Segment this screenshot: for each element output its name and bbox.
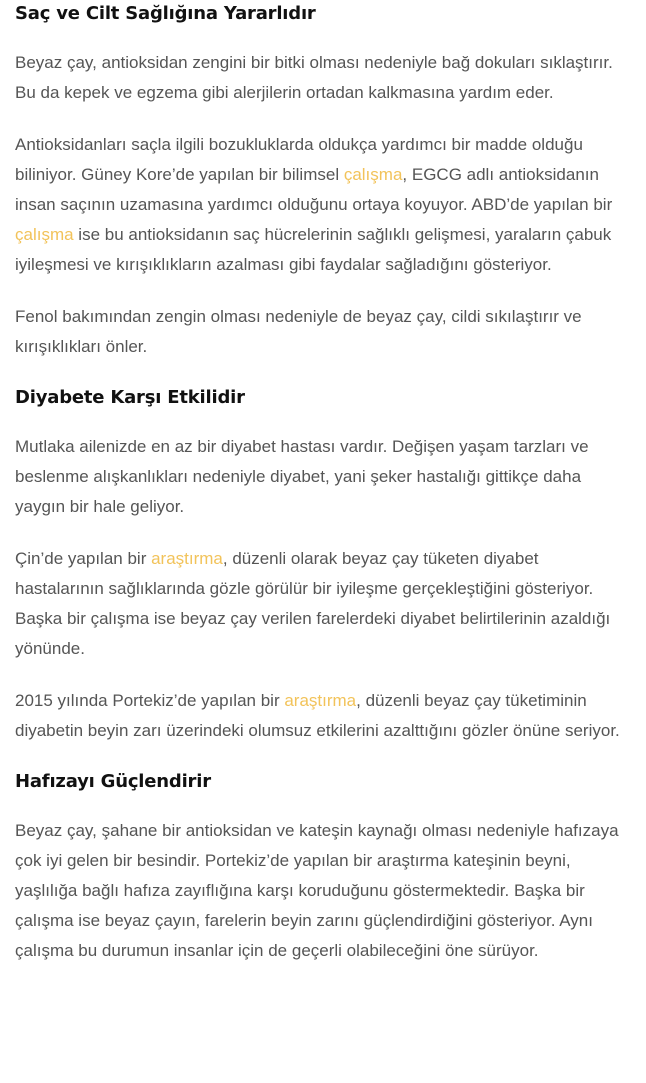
study-link-korea[interactable]: çalışma bbox=[343, 165, 403, 184]
paragraph-text: Çin’de yapılan bir bbox=[15, 549, 152, 568]
section-heading-hair-skin: Saç ve Cilt Sağlığına Yararlıdır bbox=[15, 3, 316, 24]
section-heading-memory: Hafızayı Güçlendirir bbox=[15, 771, 211, 792]
paragraph-text: 2015 yılında Portekiz’de yapılan bir bbox=[15, 691, 285, 710]
paragraph-diabetes-3 bbox=[15, 686, 626, 746]
paragraph-text: , düzenli olarak beyaz çay tüketen diyabet hastalarının sağlıklarında gözle görülür bir iyileşme gerçekleştiğini gösteriyor. Başka bir çalışma ise beyaz çay verilen farelerdeki diyabet belirtilerinin azaldığı yönünde. bbox=[15, 549, 611, 658]
paragraph-text: , EGCG adlı antioksidanın insan saçının uzamasına yardımcı olduğunu ortaya koyuyor. ABD’de yapılan bir bbox=[15, 165, 613, 214]
paragraph-text: Antioksidanları saçla ilgili bozukluklarda oldukça yardımcı bir madde olduğu biliniyor. Güney Kore’de yapılan bir bilimsel bbox=[15, 135, 583, 184]
research-link-portugal[interactable]: araştırma bbox=[284, 691, 357, 710]
research-link-china[interactable]: araştırma bbox=[151, 549, 223, 568]
paragraph-diabetes-1: Mutlaka ailenizde en az bir diyabet hastası vardır. Değişen yaşam tarzları ve beslenme alışkanlıkları nedeniyle diyabet, yani şeker hastalığı gittikçe daha yaygın bir hale geliyor. bbox=[15, 437, 589, 516]
paragraph-diabetes-2 bbox=[15, 544, 626, 664]
paragraph-memory-1: Beyaz çay, şahane bir antioksidan ve kateşin kaynağı olması nedeniyle hafızaya çok iyi gelen bir besindir. Portekiz’de yapılan bir araştırma kateşinin beyni, yaşlılığa bağlı hafıza zayıflığına karşı koruduğunu göstermektedir. Başka bir çalışma ise beyaz çayın, farelerin beyin zarını güçlendirdiğini gösteriyor. Aynı çalışma bu durumun insanlar için de geçerli olabileceğini öne sürüyor. bbox=[15, 821, 619, 960]
paragraph-hair-skin-3: Fenol bakımından zengin olması nedeniyle de beyaz çay, cildi sıkılaştırır ve kırışıklıkları önler. bbox=[15, 307, 582, 356]
paragraph-hair-skin-1: Beyaz çay, antioksidan zengini bir bitki olması nedeniyle bağ dokuları sıklaştırır. Bu da kepek ve egzema gibi alerjilerin ortadan kalkmasına yardım eder. bbox=[15, 53, 613, 102]
study-link-usa[interactable]: çalışma bbox=[15, 225, 74, 244]
section-heading-diabetes: Diyabete Karşı Etkilidir bbox=[15, 387, 245, 408]
paragraph-hair-skin-2 bbox=[15, 130, 626, 280]
paragraph-text: , düzenli beyaz çay tüketiminin diyabetin beyin zarı üzerindeki olumsuz etkilerini azalttığını gözler önüne seriyor. bbox=[15, 691, 620, 740]
paragraph-text: ise bu antioksidanın saç hücrelerinin sağlıklı gelişmesi, yaraların çabuk iyileşmesi ve kırışıklıkların azalması gibi faydalar sağladığını gösteriyor. bbox=[15, 225, 612, 274]
